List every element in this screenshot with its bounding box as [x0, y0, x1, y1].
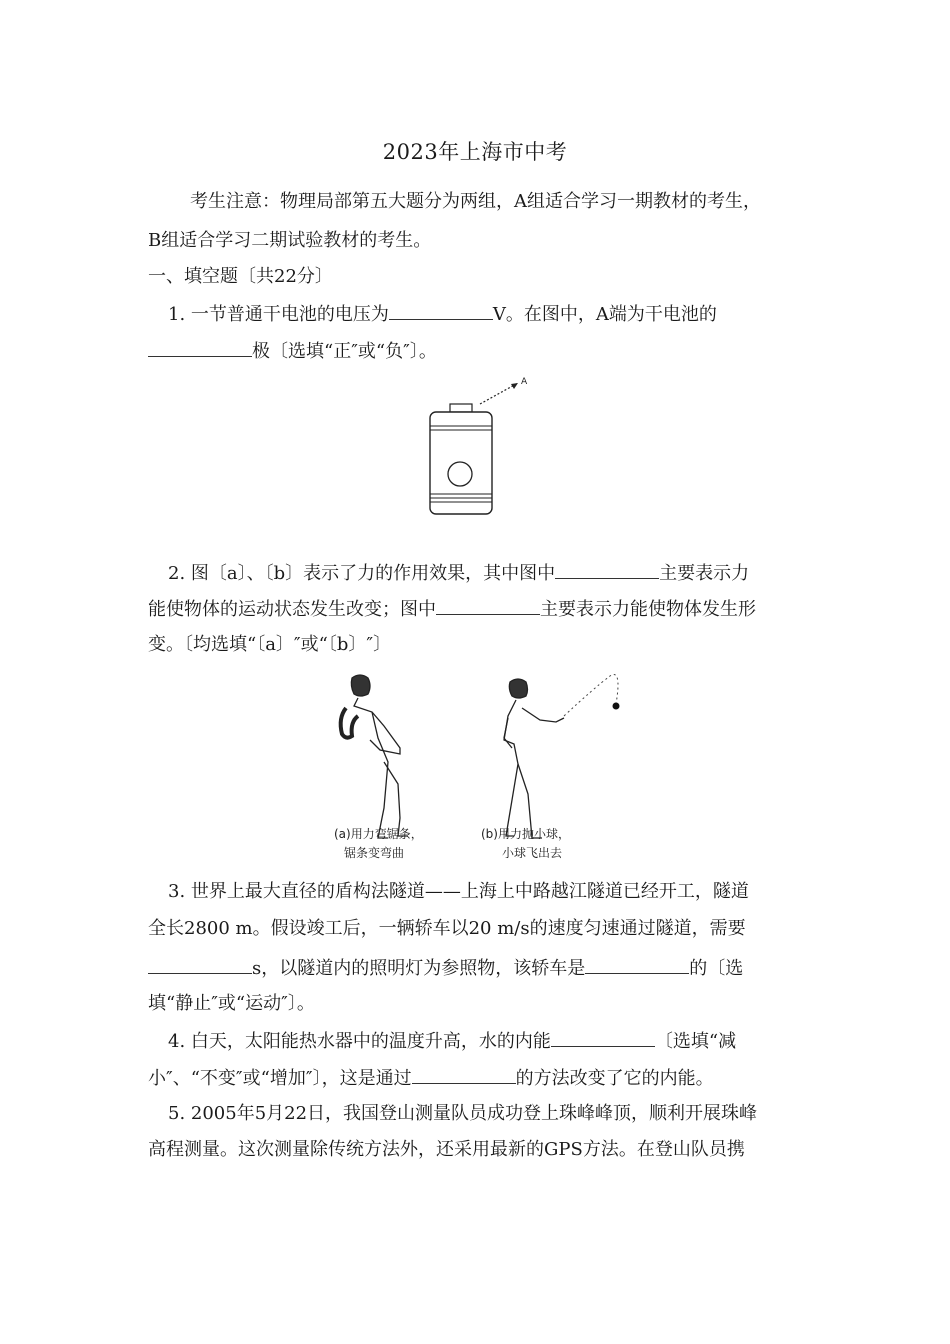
- caption-a-line-2: 锯条变弯曲: [344, 846, 405, 860]
- force-figure: [318, 668, 638, 868]
- battery-terminal: [450, 404, 472, 412]
- q2-line-2: [148, 596, 756, 622]
- battery-figure: [418, 368, 538, 520]
- q1-text-c: 极〔选填“正″或“负″〕。: [252, 341, 437, 362]
- q2-text-b: 主要表示力: [659, 563, 750, 584]
- q5-line-1: 5. 2005年5月22日，我国登山测量队员成功登上珠峰峰顶，顺利开展珠峰: [168, 1103, 758, 1124]
- q1-text-b: V。在图中，A端为干电池的: [492, 304, 717, 325]
- notice-line-1: 考生注意：物理局部第五大题分为两组，A组适合学习一期教材的考生，: [190, 191, 761, 212]
- q4-blank-energy[interactable]: [551, 1028, 655, 1047]
- q1-line-1: [168, 301, 717, 327]
- q4-text-d: 的方法改变了它的内能。: [515, 1068, 714, 1089]
- ball-trajectory: [564, 675, 618, 716]
- q2-blank-2[interactable]: [436, 596, 540, 615]
- q3-text-a: s，以隧道内的照明灯为参照物，该轿车是: [252, 958, 586, 979]
- q4-blank-method[interactable]: [412, 1065, 516, 1084]
- q1-blank-voltage[interactable]: [389, 301, 493, 320]
- q3-blank-motion[interactable]: [585, 955, 689, 974]
- caption-a-line-1: (a)用力弯锯条，: [334, 827, 423, 841]
- notice-line-2: B组适合学习二期试验教材的考生。: [148, 230, 432, 251]
- caption-b-line-2: 小球飞出去: [502, 846, 563, 860]
- q3-line-4: 填“静止″或“运动″〕。: [148, 993, 315, 1014]
- caption-b-line-1: (b)用力抛小球，: [481, 827, 570, 841]
- q2-line-1: [168, 560, 749, 586]
- q2-text-c: 能使物体的运动状态发生改变；图中: [148, 599, 436, 620]
- q3-line-1: 3. 世界上最大直径的盾构法隧道——上海上中路越江隧道已经开工，隧道: [168, 881, 749, 902]
- q2-line-3: 变。〔均选填“〔a〕″或“〔b〕″〕: [148, 634, 392, 655]
- q3-line-2: 全长2800 m。假设竣工后，一辆轿车以20 m/s的速度匀速通过隧道，需要: [148, 918, 746, 939]
- q5-line-2: 高程测量。这次测量除传统方法外，还采用最新的GPS方法。在登山队员携: [148, 1139, 745, 1160]
- ball-icon: [613, 703, 620, 710]
- q4-line-2: [148, 1065, 714, 1091]
- q3-text-b: 的〔选: [689, 958, 744, 979]
- q4-text-b: 〔选填“减: [654, 1031, 737, 1052]
- q1-blank-pole[interactable]: [148, 338, 252, 357]
- q2-text-d: 主要表示力能使物体发生形: [540, 599, 756, 620]
- q4-line-1: [168, 1028, 736, 1054]
- figure-b-person: [504, 679, 564, 838]
- q2-blank-1[interactable]: [555, 560, 659, 579]
- page-title: 2023年上海市中考: [382, 140, 568, 164]
- battery-terminal-label: A: [521, 377, 528, 387]
- q3-line-3: [148, 955, 743, 981]
- q1-line-2: [148, 338, 437, 364]
- q4-text-a: 4. 白天，太阳能热水器中的温度升高，水的内能: [168, 1031, 551, 1052]
- q4-text-c: 小″、“不变″或“增加″〕，这是通过: [148, 1068, 412, 1089]
- q3-blank-time[interactable]: [148, 955, 252, 974]
- q2-text-a: 2. 图〔a〕、〔b〕表示了力的作用效果，其中图中: [168, 563, 556, 584]
- battery-label-circle: [448, 462, 472, 486]
- section-heading: 一、填空题〔共22分〕: [148, 266, 333, 287]
- figure-a-person: [341, 675, 408, 838]
- q1-text-a: 1. 一节普通干电池的电压为: [168, 304, 389, 325]
